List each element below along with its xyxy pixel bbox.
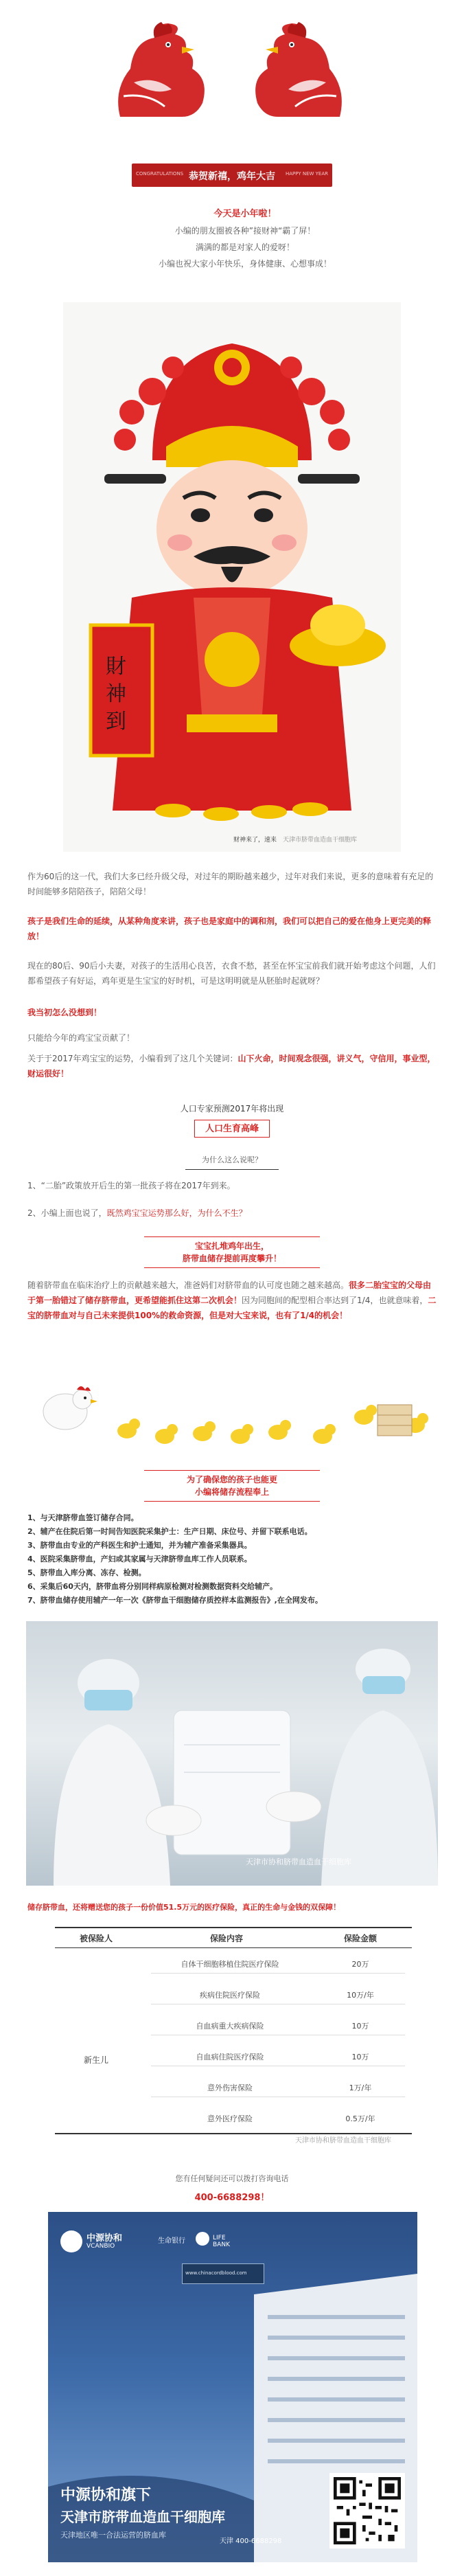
question-title: 为什么这么说呢？ (185, 1154, 279, 1170)
contact-line: 您有任何疑问还可以拨打咨询电话 (175, 2174, 289, 2183)
table-cell-content: 意外医疗保险 (207, 2114, 253, 2123)
footer-big-line-1: 中源协和旗下 (60, 2487, 152, 2504)
vcanbio-logo (60, 2229, 150, 2257)
paragraph-4: 只能给今年的鸡宝宝贡献了！ (27, 1033, 135, 1043)
storage-step: 5、脐带血入库分离、冻存、检测。 (27, 1568, 146, 1577)
question-answer-1: 1、“二胎”政策放开后生的第一批孩子将在2017年到来。 (27, 1181, 235, 1190)
section3-heading-line-1: 为了确保您的孩子也能更 (186, 1475, 277, 1484)
banner-right-small-text: HAPPY NEW YEAR (286, 171, 328, 177)
table-cell-amount: 10万 (351, 2053, 369, 2061)
table-cell-content: 自血病住院医疗保险 (196, 2053, 264, 2061)
question-answer-2-highlight: 既然鸡宝宝运势那么好，为什么不生？ (106, 1208, 247, 1218)
rooster-right-illustration (247, 14, 353, 120)
svg-text:財: 財 (106, 655, 126, 679)
table-header-insured: 被保险人 (79, 1934, 113, 1943)
table-row (151, 1954, 405, 1974)
greeting-line-2: 小编的朋友圈被各种”接财神“霸了屏！ (174, 226, 316, 236)
question-answer-2 (27, 1206, 439, 1221)
lifebank-tag: 生命银行 (158, 2237, 185, 2245)
table-group-label: 新生儿 (83, 2055, 108, 2065)
paragraph-1: 作为60后的这一代，我们大多已经升级父母，对过年的期盼越来越少，过年对我们来说，更多的意味着有充足的时间能够多陪陪孩子，陪陪父母！ (27, 872, 434, 896)
lifebank-logo (158, 2229, 240, 2257)
table-bottom-rule (55, 2133, 412, 2134)
image-watermark: 天津市脐带血造血干细胞库 (283, 837, 358, 844)
contact-phone[interactable]: 400-6688298！ (194, 2193, 270, 2203)
table-cell-amount: 10万 (351, 2022, 369, 2031)
section3-heading (144, 1470, 320, 1502)
question-answer-2-lead: 2、小编上面也说了， (27, 1208, 107, 1218)
vcanbio-logo-icon (60, 2230, 82, 2252)
storage-step: 2、辅产在住院后第一时间告知医院采集护士：生产日期、床位号、并留下联系电话。 (27, 1527, 312, 1536)
table-cell-content: 疾病住院医疗保险 (200, 1991, 260, 2000)
greeting-line-4: 小编也祝大家小年快乐，身体健康、心想事成！ (158, 259, 332, 269)
storage-step: 1、与天津脐带血签订储存合同。 (27, 1513, 139, 1522)
footer-small-line: 天津地区唯一合法运营的脐血库 (60, 2531, 166, 2540)
storage-step: 4、医院采集脐带血，产妇或其家属与天津脐带血库工作人员联系。 (27, 1555, 252, 1563)
table-cell-amount: 0.5万/年 (345, 2114, 375, 2123)
table-watermark: 天津市协和脐带血造血干细胞库 (295, 2137, 391, 2145)
paragraph-5-lead: 关于于2017年鸡宝宝的运势，小编看到了这几个关键词： (27, 1054, 238, 1063)
table-cell-amount: 20万 (351, 1960, 369, 1969)
insurance-highlight: 储存脐带血，还将赠送您的孩子一份价值51.5万元的医疗保险，真正的生命与金钱的双保障！ (27, 1903, 341, 1912)
qr-code-pattern (334, 2477, 401, 2544)
table-header-content: 保险内容 (209, 1934, 243, 1943)
greeting-line-3: 满满的都是对家人的爱呀！ (195, 242, 294, 252)
lifebank-logo-text: LIFE BANK (213, 2235, 230, 2248)
section2-para-lead: 随着脐带血在临床治疗上的贡献越来越大，准爸妈们对脐带血的认可度也随之越来越高。 (27, 1280, 349, 1290)
table-cell-content: 自血病重大疾病保险 (196, 2022, 264, 2031)
section2-heading-line-1: 宝宝扎堆鸡年出生， (194, 1241, 269, 1251)
footer-watermark: 天津 400-6688298 (220, 2538, 282, 2545)
paragraph-5 (27, 1051, 439, 1081)
image-caption: 财神来了，速来 (233, 837, 277, 844)
section2-para-mid: 因为同胞间的配型相合率达到了1/4，也就意味着， (242, 1296, 428, 1305)
table-row (151, 2109, 405, 2128)
lab-scene-illustration (26, 1621, 438, 1886)
god-of-wealth-illustration (63, 302, 401, 852)
table-row (151, 2078, 405, 2097)
storage-step: 3、脐带血由专业的产科医生和护士通知，并为辅产准备采集器具。 (27, 1541, 252, 1550)
section2-para-highlight-1: 很多二胎宝宝的父母由于第一胎错过了储存脐带血，更希望能抓住这第二次机会！ (27, 1280, 432, 1305)
table-cell-amount: 1万/年 (349, 2083, 372, 2092)
paragraph-5-highlight: 山下火命，时间观念很强，讲义气，守信用，事业型，财运很好！ (27, 1054, 436, 1078)
table-row (151, 2016, 405, 2035)
expert-title: 人口专家预测2017年将出现 (180, 1104, 284, 1114)
section2-heading (144, 1236, 320, 1268)
god-of-wealth-image (63, 302, 401, 852)
table-cell-amount: 10万/年 (347, 1991, 374, 2000)
table-header-rule (55, 1947, 412, 1948)
section3-heading-line-2: 小编将储存流程奉上 (194, 1487, 269, 1497)
lab-photo-watermark: 天津市协和脐带血造血干细胞库 (246, 1857, 351, 1866)
paragraph-2 (27, 914, 439, 944)
svg-text:到: 到 (106, 710, 126, 734)
qr-code[interactable] (329, 2473, 405, 2549)
paragraph-3: 现在的80后、90后小夫妻，对孩子的生活用心良苦，衣食不愁，甚至在怀宝宝前我们就开始考虑这个问题，人们都希望孩子有好运，鸡年更是生宝宝的好时机，可是这明明就是从胚胎时起就呀？ (27, 961, 436, 986)
table-cell-content: 自体干细胞移植住院医疗保险 (181, 1960, 279, 1969)
paragraph-2-text: 孩子是我们生命的延续，从某种角度来讲，孩子也是家庭中的调和剂，我们可以把自己的爱在他身上更完美的释放！ (27, 916, 432, 941)
rooster-left-illustration (106, 14, 213, 120)
lifebank-logo-icon (196, 2232, 209, 2246)
table-row (151, 2047, 405, 2066)
storage-steps-list (27, 1511, 439, 1607)
storage-step: 6、采集后60天内，脐带血将分别同样病原检测对检测数据资料交给辅产。 (27, 1582, 277, 1591)
storage-step: 7、脐带血储存使用辅产一年一次《脐带血干细胞储存质控样本监测报告》,在全网发布。 (27, 1596, 323, 1605)
insurance-table (55, 1927, 412, 2160)
table-row (151, 1985, 405, 2004)
section2-para-highlight-2: 二宝的脐带血对与自己未来提供100%的救命资源，但是对大宝来说，也有了1/4的机会！ (27, 1296, 437, 1320)
vcanbio-logo-en: VCANBIO (86, 2243, 115, 2250)
section2-paragraph (27, 1278, 439, 1323)
table-header-amount: 保险金额 (343, 1934, 377, 1943)
hospital-sign-text: www.chinacordblood.com (185, 2270, 247, 2276)
chicks-illustration (34, 1377, 432, 1453)
table-cell-content: 意外伤害保险 (207, 2083, 253, 2092)
highlight-1: 我当初怎么没想到！ (27, 1008, 102, 1017)
section2-heading-line-2: 脐带血储存提前再度攀升！ (182, 1254, 281, 1263)
header-banner-bar (132, 163, 332, 187)
header-area (0, 0, 464, 165)
footer-big-line-2: 天津市脐带血造血干细胞库 (60, 2509, 225, 2525)
banner-left-small-text: CONGRATULATIONS (136, 171, 184, 177)
footer-banner (48, 2212, 417, 2562)
svg-text:神: 神 (106, 682, 126, 706)
hospital-sign (182, 2263, 264, 2284)
lab-photo (26, 1621, 438, 1886)
greeting-line-1: 今天是小年啦！ (213, 209, 277, 219)
greeting-block (0, 206, 464, 272)
expert-badge: 人口生育高峰 (194, 1120, 270, 1138)
banner-title: 恭贺新禧，鸡年大吉 (189, 171, 275, 182)
vcanbio-logo-cn: 中源协和 (86, 2233, 123, 2244)
table-top-rule (55, 1927, 412, 1928)
